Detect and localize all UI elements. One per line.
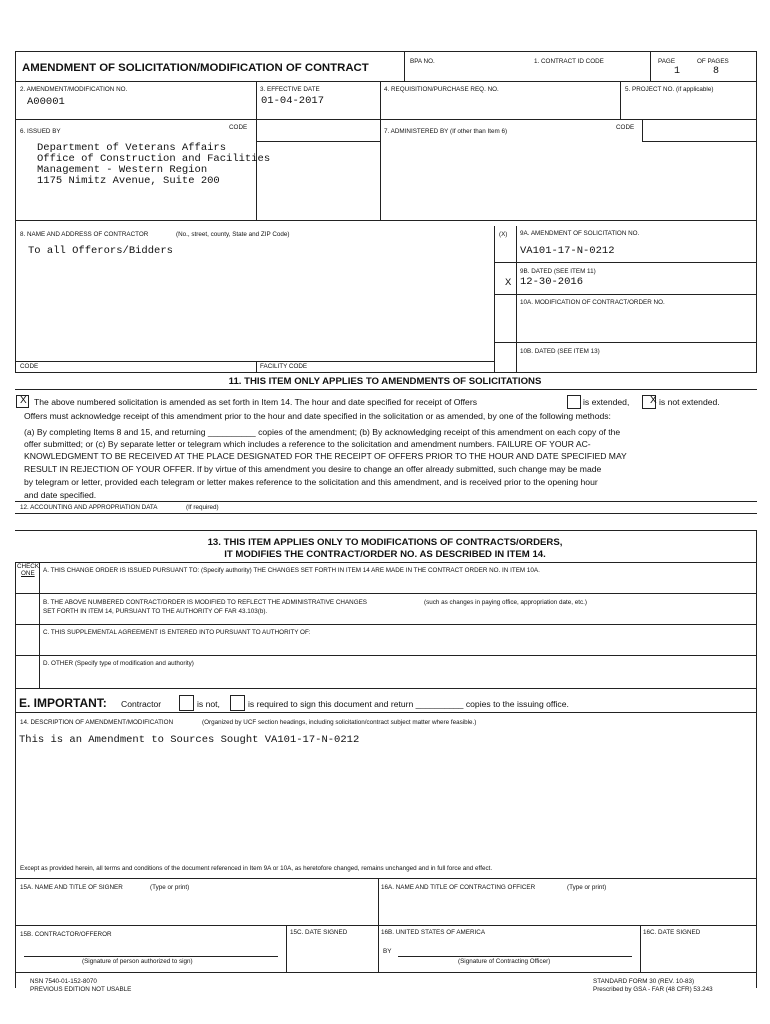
item-11-line-1: The above numbered solicitation is amended as set forth in Item 14. The hour and date specified for receipt of Offers bbox=[34, 397, 477, 407]
is-extended-label: is extended, bbox=[583, 397, 630, 407]
item-11-para-6: by telegram or letter, provided each telegram or letter makes reference to the solicitation and this amendment, and is received prior to the opening hour bbox=[24, 477, 598, 487]
amendment-solicitation-label: 9A. AMENDMENT OF SOLICITATION NO. bbox=[520, 230, 640, 237]
item-13-d[interactable]: D. OTHER (Specify type of modification and authority) bbox=[43, 660, 194, 667]
facility-code-label: FACILITY CODE bbox=[260, 363, 308, 370]
item-13-b-line-1[interactable]: B. THE ABOVE NUMBERED CONTRACT/ORDER IS MODIFIED TO REFLECT THE ADMINISTRATIVE CHANGES bbox=[43, 599, 367, 606]
item-13-a[interactable]: A. THIS CHANGE ORDER IS ISSUED PURSUANT TO: (Specify authority) THE CHANGES SET FORTH IN ITEM 14 ARE MADE IN THE CONTRACT ORDER NO. IN ITEM 10A. bbox=[43, 567, 540, 574]
effective-date-value: 01-04-2017 bbox=[261, 95, 325, 107]
dated-9b-value: 12-30-2016 bbox=[520, 276, 584, 288]
effective-date-label: 3. EFFECTIVE DATE bbox=[260, 86, 320, 93]
item-11-para-3: offer submitted; or (c) By separate letter or telegram which includes a reference to the solicitation and amendment numbers. FAILURE OF YOUR AC- bbox=[24, 439, 591, 449]
signature-person-label: (Signature of person authorized to sign) bbox=[82, 958, 193, 965]
page-value: 1 bbox=[674, 66, 681, 77]
date-signed-16c-label: 16C. DATE SIGNED bbox=[643, 929, 701, 936]
contractor-offeror-label: 15B. CONTRACTOR/OFFEROR bbox=[20, 931, 112, 938]
contracting-officer-label: 16A. NAME AND TITLE OF CONTRACTING OFFICER bbox=[381, 884, 536, 891]
item-11-para-5: RESULT IN REJECTION OF YOUR OFFER. If by virtue of this amendment you desire to change an offer already submitted, such change may be made bbox=[24, 464, 602, 474]
is-not-required-checkbox[interactable] bbox=[179, 695, 194, 711]
x-column-label: (X) bbox=[499, 231, 508, 238]
item-13-heading-1: 13. THIS ITEM APPLIES ONLY TO MODIFICATIONS OF CONTRACTS/ORDERS, bbox=[207, 537, 563, 548]
previous-edition-label: PREVIOUS EDITION NOT USABLE bbox=[30, 986, 132, 993]
project-no-label: 5. PROJECT NO. (if applicable) bbox=[625, 86, 714, 93]
important-is-required: is required to sign this document and return __________ copies to the issuing office. bbox=[248, 699, 569, 709]
issued-by-line-1: Department of Veterans Affairs bbox=[37, 142, 227, 154]
contract-id-label: 1. CONTRACT ID CODE bbox=[534, 58, 604, 65]
dated-10b-label: 10B. DATED (SEE ITEM 13) bbox=[520, 348, 600, 355]
contractor-hint: (No., street, county, State and ZIP Code) bbox=[176, 231, 290, 238]
date-signed-15c-label: 15C. DATE SIGNED bbox=[290, 929, 348, 936]
important-contractor: Contractor bbox=[121, 699, 162, 709]
page-label: PAGE bbox=[658, 58, 676, 65]
check-one-label-2: ONE bbox=[21, 570, 35, 577]
requisition-label: 4. REQUISITION/PURCHASE REQ. NO. bbox=[384, 86, 499, 93]
amendment-no-label: 2. AMENDMENT/MODIFICATION NO. bbox=[20, 86, 128, 93]
left-border bbox=[15, 51, 16, 373]
top-border bbox=[15, 51, 757, 52]
dated-9b-label: 9B. DATED (SEE ITEM 11) bbox=[520, 268, 596, 275]
description-hint: (Organized by UCF section headings, including solicitation/contract subject matter where feasible.) bbox=[202, 719, 477, 726]
of-pages-value: 8 bbox=[713, 66, 720, 77]
signer-label: 15A. NAME AND TITLE OF SIGNER bbox=[20, 884, 123, 891]
contracting-officer-hint: (Type or print) bbox=[567, 884, 607, 891]
bpa-label: BPA NO. bbox=[410, 58, 435, 65]
terms-statement: Except as provided herein, all terms and conditions of the document referenced in Item 9A or 10A, as heretofore changed, remains unchanged and in full force and effect. bbox=[20, 865, 493, 872]
issued-by-line-4: 1175 Nimitz Avenue, Suite 200 bbox=[37, 175, 220, 187]
modification-no-label: 10A. MODIFICATION OF CONTRACT/ORDER NO. bbox=[520, 299, 665, 306]
item-11-para-7: and date specified. bbox=[24, 490, 97, 500]
dated-9b-x: X bbox=[505, 277, 512, 289]
form-title: AMENDMENT OF SOLICITATION/MODIFICATION OF CONTRACT bbox=[22, 62, 369, 74]
item-13-b-line-2: SET FORTH IN ITEM 14, PURSUANT TO THE AUTHORITY OF FAR 43.103(b). bbox=[43, 608, 268, 615]
contractor-value: To all Offerors/Bidders bbox=[28, 245, 173, 257]
signature-officer-label: (Signature of Contracting Officer) bbox=[458, 958, 551, 965]
standard-form-label: STANDARD FORM 30 (REV. 10-83) bbox=[593, 978, 695, 985]
is-extended-checkbox[interactable] bbox=[567, 395, 581, 409]
check-one-label-1: CHECK bbox=[17, 563, 40, 570]
signer-hint: (Type or print) bbox=[150, 884, 190, 891]
is-required-checkbox[interactable] bbox=[230, 695, 245, 711]
is-not-extended-check: X bbox=[650, 395, 657, 406]
is-not-extended-label: is not extended. bbox=[659, 397, 720, 407]
item-13-c[interactable]: C. THIS SUPPLEMENTAL AGREEMENT IS ENTERED INTO PURSUANT TO AUTHORITY OF: bbox=[43, 629, 311, 636]
right-border bbox=[756, 51, 757, 373]
issued-by-line-3: Management - Western Region bbox=[37, 164, 208, 176]
contractor-code-label: CODE bbox=[20, 363, 39, 370]
amendment-solicitation-value: VA101-17-N-0212 bbox=[520, 245, 615, 257]
contractor-label: 8. NAME AND ADDRESS OF CONTRACTOR bbox=[20, 231, 149, 238]
item-13-heading-2: IT MODIFIES THE CONTRACT/ORDER NO. AS DESCRIBED IN ITEM 14. bbox=[224, 549, 546, 560]
important-is-not: is not, bbox=[197, 699, 220, 709]
nsn-label: NSN 7540-01-152-8070 bbox=[30, 978, 97, 985]
by-label: BY bbox=[383, 948, 392, 955]
united-states-label: 16B. UNITED STATES OF AMERICA bbox=[381, 929, 486, 936]
issued-code-label: CODE bbox=[229, 124, 248, 131]
accounting-hint: (If required) bbox=[186, 504, 219, 511]
administered-by-label: 7. ADMINISTERED BY (If other than Item 6) bbox=[384, 128, 508, 135]
item-11-heading: 11. THIS ITEM ONLY APPLIES TO AMENDMENTS OF SOLICITATIONS bbox=[228, 376, 542, 387]
of-pages-label: OF PAGES bbox=[697, 58, 729, 65]
item-11-para-1: Offers must acknowledge receipt of this amendment prior to the hour and date specified in the solicitation or as amended, by one of the following methods: bbox=[24, 411, 611, 421]
solicitation-amended-check: X bbox=[20, 395, 27, 406]
description-value: This is an Amendment to Sources Sought VA101-17-N-0212 bbox=[19, 734, 360, 746]
administered-code-label: CODE bbox=[616, 124, 635, 131]
item-11-para-4: KNOWLEDGMENT TO BE RECEIVED AT THE PLACE DESIGNATED FOR THE RECEIPT OF OFFERS PRIOR TO THE HOUR AND DATE SPECIFIED MAY bbox=[24, 451, 627, 461]
accounting-label: 12. ACCOUNTING AND APPROPRIATION DATA bbox=[20, 504, 158, 511]
amendment-no-value: A00001 bbox=[27, 96, 65, 108]
item-13-b-hint: (such as changes in paying office, appropriation date, etc.) bbox=[424, 599, 588, 606]
description-label: 14. DESCRIPTION OF AMENDMENT/MODIFICATION bbox=[20, 719, 174, 726]
issued-by-label: 6. ISSUED BY bbox=[20, 128, 61, 135]
prescribed-by-label: Prescribed by GSA - FAR (48 CFR) 53.243 bbox=[593, 986, 713, 993]
important-label: E. IMPORTANT: bbox=[19, 696, 107, 710]
item-11-para-2: (a) By completing Items 8 and 15, and returning __________ copies of the amendment; (b) By acknowledging receipt of this amendment on each copy of the bbox=[24, 427, 621, 437]
issued-by-line-2: Office of Construction and Facilities bbox=[37, 153, 271, 165]
